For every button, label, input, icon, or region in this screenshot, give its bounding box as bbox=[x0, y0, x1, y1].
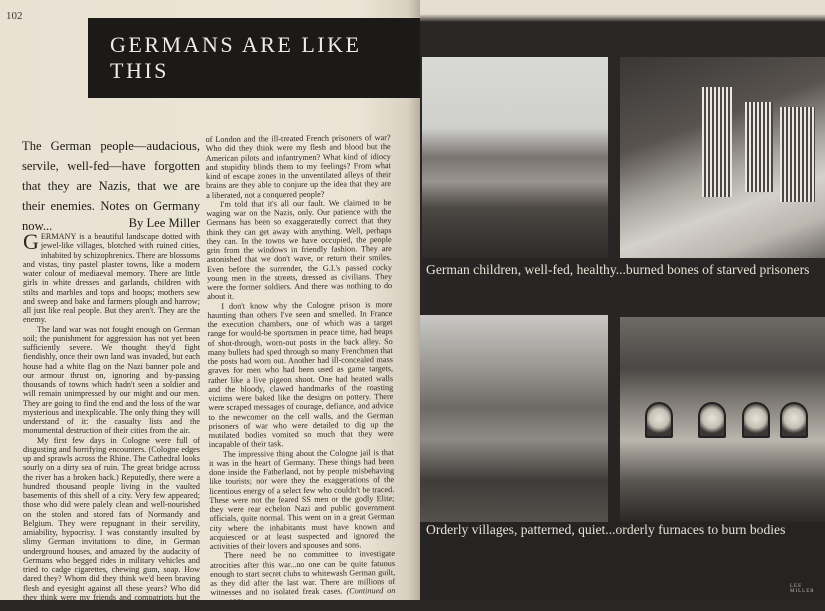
text-column-2 bbox=[206, 133, 396, 607]
paragraph: The land war was not fought enough on German soil; the punishment for aggression has not yet been sufficiently severe. We thought they'd fight fiendishly, once their own land was invaded, but each house had a white flag on the Nazi banner pole and our armour thrust on, ignoring and by-passing thousands of towns which hadn't seen a soldier and will remain unimpressed by our might and our men. They are going to find the end and the loss of the war mysterious and inexplicable. The only thing they will understand of it: the casualty lists and the monumental destruction of their cities from the air. bbox=[23, 325, 200, 436]
caption-bottom: Orderly villages, patterned, quiet...orderly furnaces to burn bodies bbox=[426, 522, 785, 538]
byline: By Lee Miller bbox=[22, 216, 200, 231]
headline: The German people—audacious, servile, well-fed—have forgotten that they are Nazis, that we are their enemies. Notes on Germany now... bbox=[22, 136, 200, 236]
paragraph: There need be no committee to investigate atrocities after this war...no one can be quite fatuous enough to start secret clubs to whitewash German guilt, as they did after the last war. There are millions of witnesses and no isolated freak cases. (Continued on page 192) bbox=[210, 549, 396, 606]
caption-top: German children, well-fed, healthy...burned bones of starved prisoners bbox=[426, 262, 809, 278]
drop-cap: G bbox=[23, 233, 39, 251]
striped-uniform bbox=[745, 102, 773, 192]
article-title: GERMANS ARE LIKE THIS bbox=[110, 32, 420, 84]
photo-furnaces bbox=[620, 317, 825, 522]
photo-orderly-village bbox=[420, 315, 608, 522]
paragraph: The impressive thing about the Cologne jail is that it was in the heart of Germany. These things had been done inside the Fatherland, not by people misbehaving like tourists; nor were they the exaggerations of the licentious energy of a select few who couldn't be traced. These were not the feared SS men or the godly Elite; they were rear echelon Nazi and public government officials, quite normal. This went on in a great German city where the inhabitants must have known and acquiesced or at least suspected and ignored the activities of their lovers and spouses and sons. bbox=[209, 448, 395, 552]
article-title-banner bbox=[88, 18, 420, 98]
continued-note: (Continued on page 192) bbox=[210, 586, 395, 606]
furnace-door bbox=[645, 402, 673, 438]
paragraph: of London and the ill-treated French prisoners of war? Who did they think were my flesh and blood but the American pilots and infantrymen? What kind of idiocy and stupidity blinds them to my feelings? From what kind of escape zones in the unventilated alleys of their brains are they able to conjure up the idea that they are a liberated, not a conquered people? bbox=[206, 133, 392, 200]
photo-burned-bones bbox=[620, 57, 825, 258]
furnace-door bbox=[742, 402, 770, 438]
paragraph: I'm told that it's all our fault. We claimed to be waging war on the Nazis, only. Our patience with the Germans has been so exaggeratedly correct that they think they can get away with anything. Well, perhaps they can. In the towns we have occupied, the people grin from the windows in friendly fashion. They are astonished that we don't wave, or return their smiles. Even before the surrender, the G.I.'s passed cocky young men in the streets, dressed as civilians. They were the former soldiers. And there was nothing to do about it. bbox=[206, 198, 392, 302]
left-page bbox=[0, 0, 420, 600]
paragraph: My first few days in Cologne were full of disgusting and horrifying encounters. (Cologne edges up and sprawls across the Rhine. The Cathedral looks sourly on a dirty sea of ruin. The great bridge across the river has a broken back.) Reputedly, there were a hundred thousand people living in the vaulted basements of this shell of a city. Very few appeared; those who did were palely clean and well-nourished on the stolen and stored fats of Normandy and Belgium. They were repugnant in their servility, amiability, hypocrisy. I was constantly insulted by slimy German invitations to dine, in German underground houses, and amazed by the audacity of Germans who begged rides in military vehicles and tried to cadge cigarettes, chewing gum, soap. How dared they? Whom did they think we'd been braving flesh and eyesight against all these years? Who did they think were my friends and compatriots but the blitzed citizens bbox=[23, 436, 200, 611]
striped-uniform bbox=[702, 87, 732, 197]
photo-german-children bbox=[422, 57, 608, 258]
text-column-1 bbox=[23, 232, 200, 611]
paragraph: GERMANY is a beautiful landscape dotted with jewel-like villages, blotched with ruined cities, inhabited by schizophrenics. There are blossoms and vistas, tiny pastel plaster towns, like a modern water colour of mediaeval memory. There are little girls in white dresses and garlands, children with stilts and marbles and tops and hoops; mothers sew and sweep and bake and farmers plough and harrow; all just like real people. But they aren't. They are the enemy. bbox=[23, 232, 200, 325]
photo-credit: LEE MILLER bbox=[790, 584, 825, 594]
furnace-door bbox=[780, 402, 808, 438]
striped-uniform bbox=[780, 107, 815, 202]
furnace-door bbox=[698, 402, 726, 438]
page-number: 102 bbox=[6, 10, 23, 22]
paragraph: I don't know why the Cologne prison is more haunting than others I've seen and smelled. In France the execution chambers, one of which was a target range for would-be sportsmen in peace time, had heaps of shot-through, worn-out posts in the back alley. So many bullets had sped through so many Frenchmen that the posts had worn out. Another had ill-concealed mass graves for men who had been used as game targets, rather like a live pigeon shoot. One had heated walls and the bloody, clawed handmarks of the roasting victims were baked like the designs on pottery. There were scraped messages of courage, defiance, and advice to the newcomer on the cell walls, and the German prisoners of war who were detailed to dig up the mutilated bodies vomited so much that they were incapable of their task. bbox=[207, 300, 394, 450]
